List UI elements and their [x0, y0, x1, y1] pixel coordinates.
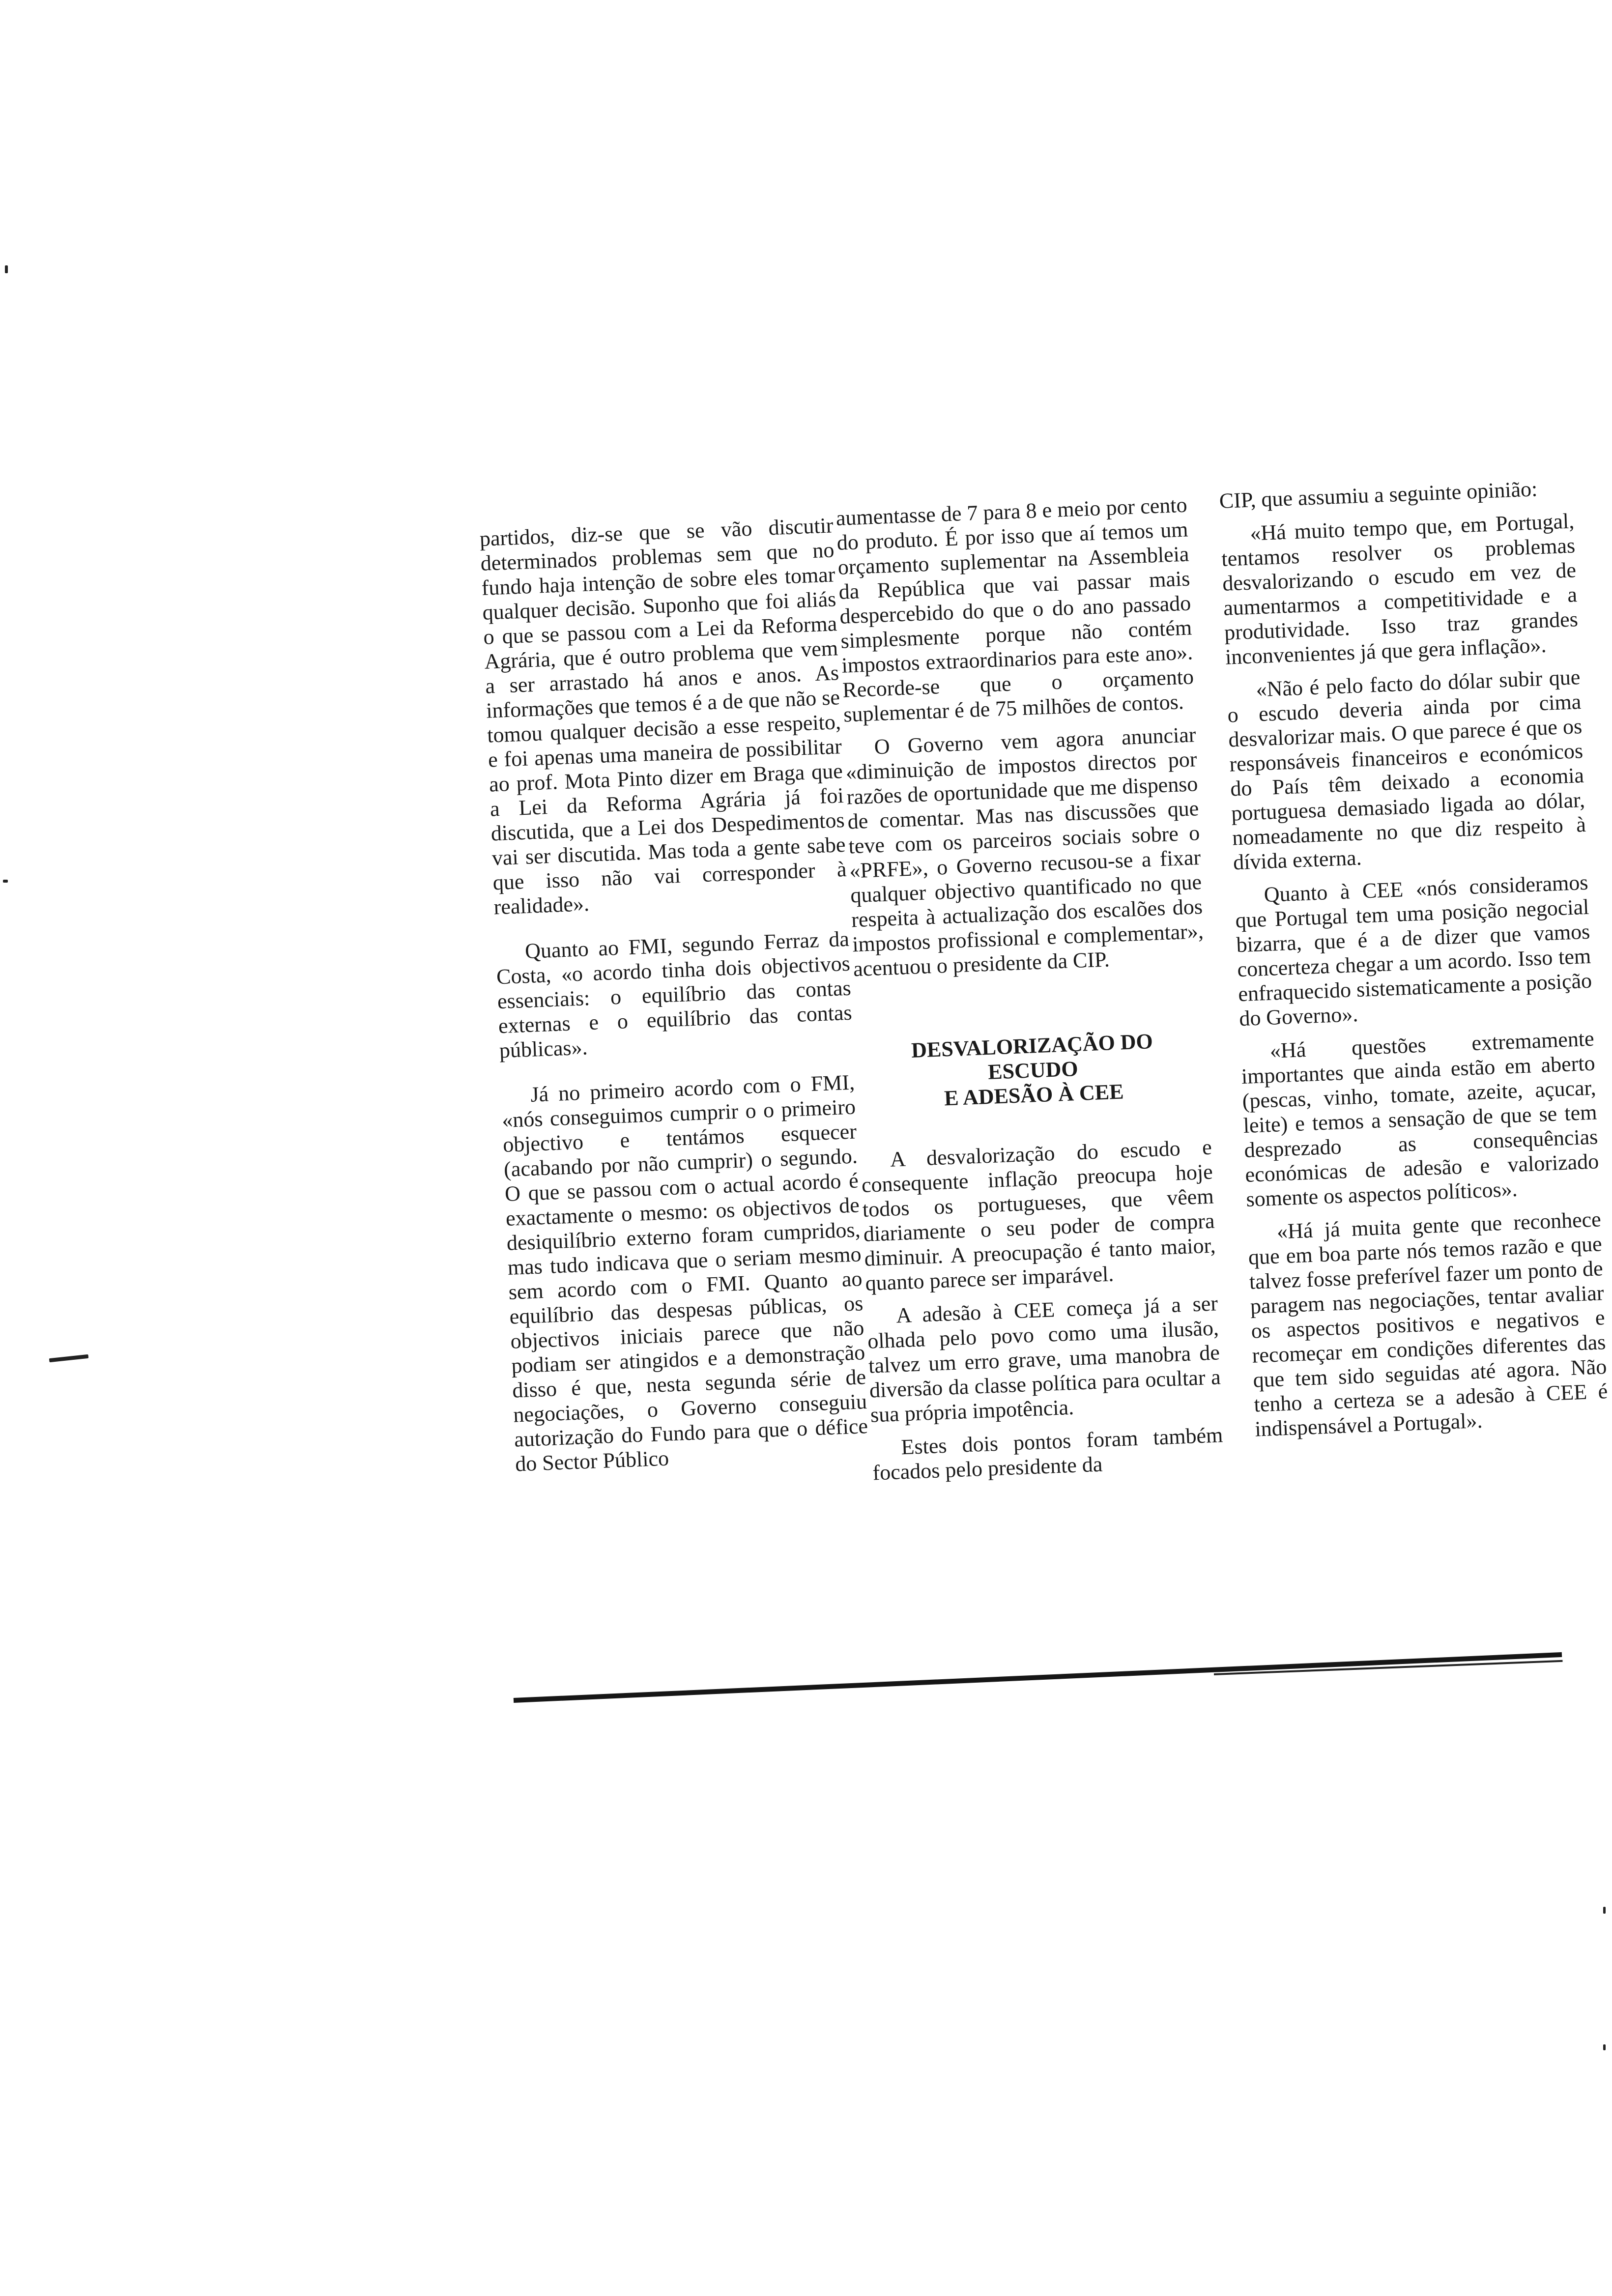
col1-paragraph-3: Já no primeiro acordo com o FMI, «nós conseguimos cumprir o o primeiro objectivo e tentámos esquecer (acabando por não cumprir) o segundo. O que se passou com o actual acordo é exactamente o mesmo: os objectivos de desiquilíbrio externo foram cumpridos, mas tudo indicava que o seriam mesmo sem acordo com o FMI. Quanto ao equilíbrio das despesas públicas, os objectivos iniciais parece que não podiam ser atingidos e a demonstração disso é que, nesta segunda série de negociações, o Governo conseguiu autorização do Fundo para que o défice do Sector Público	[501, 1070, 868, 1476]
article-column-3	[1219, 475, 1609, 1441]
article-column-2	[835, 493, 1224, 1486]
col2-paragraph-2: O Governo vem agora anunciar «diminuição de impostos directos por razões de oportunidade que me dispenso de comentar. Mas nas discussões que teve com os parceiros sociais sobre o «PRFE», o Governo recusou-se a fixar qualquer objectivo quantificado no que respeita à actualização dos escalões dos impostos profissional e complementar», acentuou o presidente da CIP.	[845, 722, 1204, 981]
col3-paragraph-6: «Há já muita gente que reconhece que em boa parte nós temos razão e que talvez fosse preferível fazer um ponto de paragem nas negociações, tentar avaliar os aspectos positivos e negativos e recomeçar em condições diferentes das que tem sido seguidas até agora. Não tenho a certeza se a adesão à CEE é indispensável a Portugal».	[1248, 1207, 1608, 1441]
col3-paragraph-5: «Há questões extremamente importantes que ainda estão em aberto (pescas, vinho, tomate, azeite, açucar, leite) e temos a sensação de que se tem desprezado as consequências económicas de adesão e valorizado somente os aspectos políticos».	[1240, 1026, 1600, 1211]
section-heading-line-1: DESVALORIZAÇÃO DO	[911, 1029, 1153, 1062]
col2-paragraph-5: Estes dois pontos foram também focados pelo presidente da	[872, 1423, 1224, 1485]
article-column-1	[479, 513, 869, 1476]
section-heading	[856, 1027, 1210, 1114]
scan-mark	[49, 1354, 88, 1362]
col3-paragraph-1: CIP, que assumiu a seguinte opinião:	[1219, 477, 1538, 513]
col2-paragraph-3: A desvalorização do escudo e consequente inflação preocupa hoje todos os portugueses, que vêem diariamente o seu poder de compra diminuir. A preocupação é tanto maior, quanto parece ser imparável.	[861, 1135, 1216, 1295]
col1-paragraph-1: partidos, diz-se que se vão discutir determinados problemas sem que no fundo haja intenção de sobre eles tomar qualquer decisão. Suponho que foi aliás o que se passou com a Lei da Reforma Agrária, que é outro problema que vem a ser arrastado há anos e anos. As informações que temos é a de que não se tomou qualquer decisão a esse respeito, e foi apenas uma maneira de possibilitar ao prof. Mota Pinto dizer em Braga que a Lei da Reforma Agrária já foi discutida, que a Lei dos Despedimentos vai ser discutida. Mas toda a gente sabe que isso não vai corresponder à realidade».	[479, 513, 847, 919]
scan-speck	[5, 265, 8, 273]
col3-paragraph-2: «Há muito tempo que, em Portugal, tentamos resolver os problemas desvalorizando o escudo em vez de aumentarmos a competitividade e a produtividade. Isso traz grandes inconvenientes já que gera inflação».	[1221, 509, 1579, 669]
section-heading-line-2: ESCUDO	[987, 1056, 1079, 1084]
page-bottom-rule	[514, 1652, 1562, 1703]
scan-speck	[1603, 2044, 1606, 2050]
col3-paragraph-4: Quanto à CEE «nós consideramos que Portugal tem uma posição negocial bizarra, que é a de dizer que vamos concerteza chegar a um acordo. Isso tem enfraquecido sistematicamente a posição do Governo».	[1235, 870, 1592, 1031]
scan-speck	[3, 880, 8, 883]
col1-paragraph-2: Quanto ao FMI, segundo Ferraz da Costa, «o acordo tinha dois objectivos essenciais: o equilíbrio das contas externas e o equilíbrio das contas públicas».	[496, 926, 853, 1063]
col3-paragraph-3: «Não é pelo facto do dólar subir que o escudo deveria ainda por cima desvalorizar mais. O que parece é que os responsáveis financeiros e económicos do País têm deixado a economia portuguesa demasiado ligada ao dólar, nomeadamente no que diz respeito à dívida externa.	[1227, 665, 1586, 875]
col2-paragraph-1: aumentasse de 7 para 8 e meio por cento do produto. É por isso que aí temos um orçamento suplementar na Assembleia da República que vai passar mais despercebido do que o do ano passado simplesmente porque não contém impostos extraordinarios para este ano». Recorde-se que o orçamento suplementar é de 75 milhões de contos.	[835, 492, 1194, 727]
col2-paragraph-4: A adesão à CEE começa já a ser olhada pelo povo como uma ilusão, talvez um erro grave, uma manobra de diversão da classe política para ocultar a sua própria impotência.	[867, 1291, 1221, 1427]
scan-speck	[1603, 1907, 1606, 1914]
section-heading-line-3: E ADESÃO À CEE	[944, 1079, 1124, 1111]
